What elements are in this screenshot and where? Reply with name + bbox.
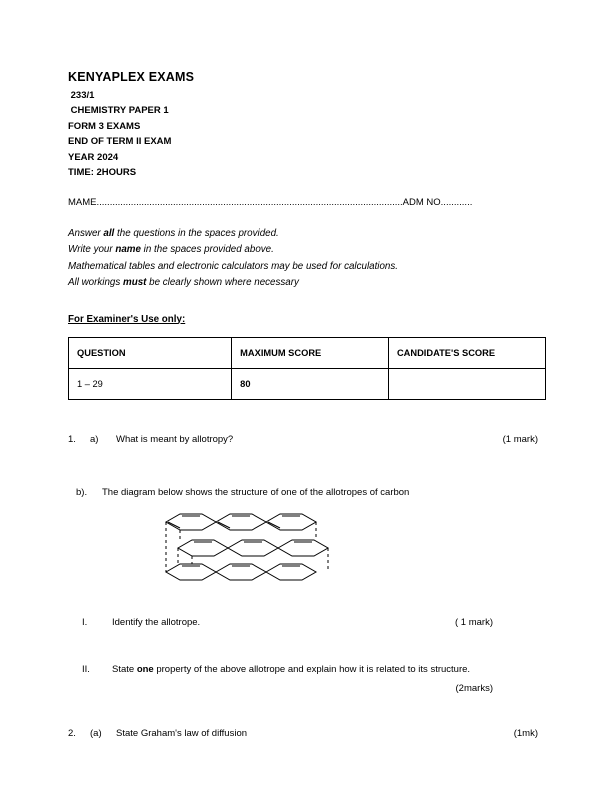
question-1b-ii-text-pre: State bbox=[112, 663, 137, 675]
question-1b-ii-text-post: property of the above allotrope and explain how it is related to its structure. bbox=[153, 663, 471, 675]
header-subject: CHEMISTRY PAPER 1 bbox=[68, 105, 169, 116]
instruction-line-4 bbox=[68, 275, 548, 292]
question-1a-marks: (1 mark) bbox=[502, 433, 538, 445]
column-header-candidate-score: CANDIDATE'S SCORE bbox=[388, 337, 545, 368]
question-2a-label: (a) bbox=[90, 727, 102, 739]
cell-maximum-score: 80 bbox=[232, 368, 389, 399]
header-form: FORM 3 EXAMS bbox=[68, 120, 141, 132]
question-1b-ii-label: II. bbox=[82, 663, 90, 675]
table-header-row bbox=[69, 337, 546, 368]
question-1b-ii-text-bold: one bbox=[136, 663, 154, 675]
question-1b-ii-text bbox=[112, 662, 548, 677]
question-1b-text: The diagram below shows the structure of one of the allotropes of carbon bbox=[102, 486, 410, 498]
name-admno-field[interactable]: MAME....................................................................................................................ADM NO............ bbox=[68, 196, 473, 208]
instruction-2-post: in the spaces provided above. bbox=[140, 244, 274, 255]
graphite-structure-svg bbox=[158, 508, 358, 588]
header-paper-code: 233/1 bbox=[68, 89, 95, 101]
question-1b-i-label: I. bbox=[82, 616, 88, 628]
question-1a-text: What is meant by allotropy? bbox=[116, 433, 234, 445]
instruction-line-3 bbox=[68, 259, 548, 276]
instruction-1-bold: all bbox=[103, 227, 115, 239]
instruction-line-2 bbox=[68, 242, 548, 259]
question-2a-text: State Graham's law of diffusion bbox=[116, 727, 248, 739]
question-2-number: 2. bbox=[68, 727, 76, 739]
page-title: KENYAPLEX EXAMS bbox=[68, 70, 195, 84]
header-year: YEAR 2024 bbox=[68, 151, 119, 163]
instruction-2-bold: name bbox=[115, 244, 141, 255]
instruction-4-post: be clearly shown where necessary bbox=[146, 277, 299, 288]
question-1b-ii bbox=[68, 662, 548, 696]
instruction-4-bold: must bbox=[123, 277, 147, 288]
cell-candidate-score[interactable] bbox=[388, 368, 545, 399]
instructions-block bbox=[68, 226, 548, 292]
question-1b bbox=[68, 485, 548, 500]
question-1b-i-marks: ( 1 mark) bbox=[455, 616, 493, 628]
header-exam-type: END OF TERM II EXAM bbox=[68, 136, 172, 147]
instruction-4-pre: All workings bbox=[68, 277, 123, 288]
marks-table bbox=[68, 337, 546, 400]
table-row bbox=[69, 368, 546, 399]
question-1b-i bbox=[68, 615, 548, 630]
graphite-layers-structure-diagram bbox=[158, 508, 548, 593]
question-2a bbox=[68, 726, 548, 741]
header-time: TIME: 2HOURS bbox=[68, 167, 137, 178]
question-1b-i-text: Identify the allotrope. bbox=[112, 616, 201, 628]
examiner-use-heading: For Examiner's Use only: bbox=[68, 313, 186, 325]
question-1a bbox=[68, 432, 548, 447]
instruction-1-post: the questions in the spaces provided. bbox=[114, 227, 279, 239]
document-content bbox=[68, 70, 548, 741]
exam-header bbox=[68, 70, 548, 181]
question-2a-marks: (1mk) bbox=[513, 727, 538, 739]
cell-question-range: 1 – 29 bbox=[69, 368, 232, 399]
question-1a-label: a) bbox=[90, 433, 99, 445]
question-1b-ii-marks: (2marks) bbox=[455, 682, 493, 694]
instruction-2-pre: Write your bbox=[68, 244, 116, 255]
question-1b-label: b). bbox=[76, 486, 88, 498]
question-1-number: 1. bbox=[68, 433, 76, 445]
column-header-maximum-score: MAXIMUM SCORE bbox=[232, 337, 389, 368]
instruction-3-pre: Mathematical tables and electronic calculators may be used for calculations. bbox=[68, 260, 398, 272]
instruction-line-1 bbox=[68, 226, 548, 243]
instruction-1-pre: Answer bbox=[68, 227, 104, 239]
column-header-question: QUESTION bbox=[69, 337, 232, 368]
